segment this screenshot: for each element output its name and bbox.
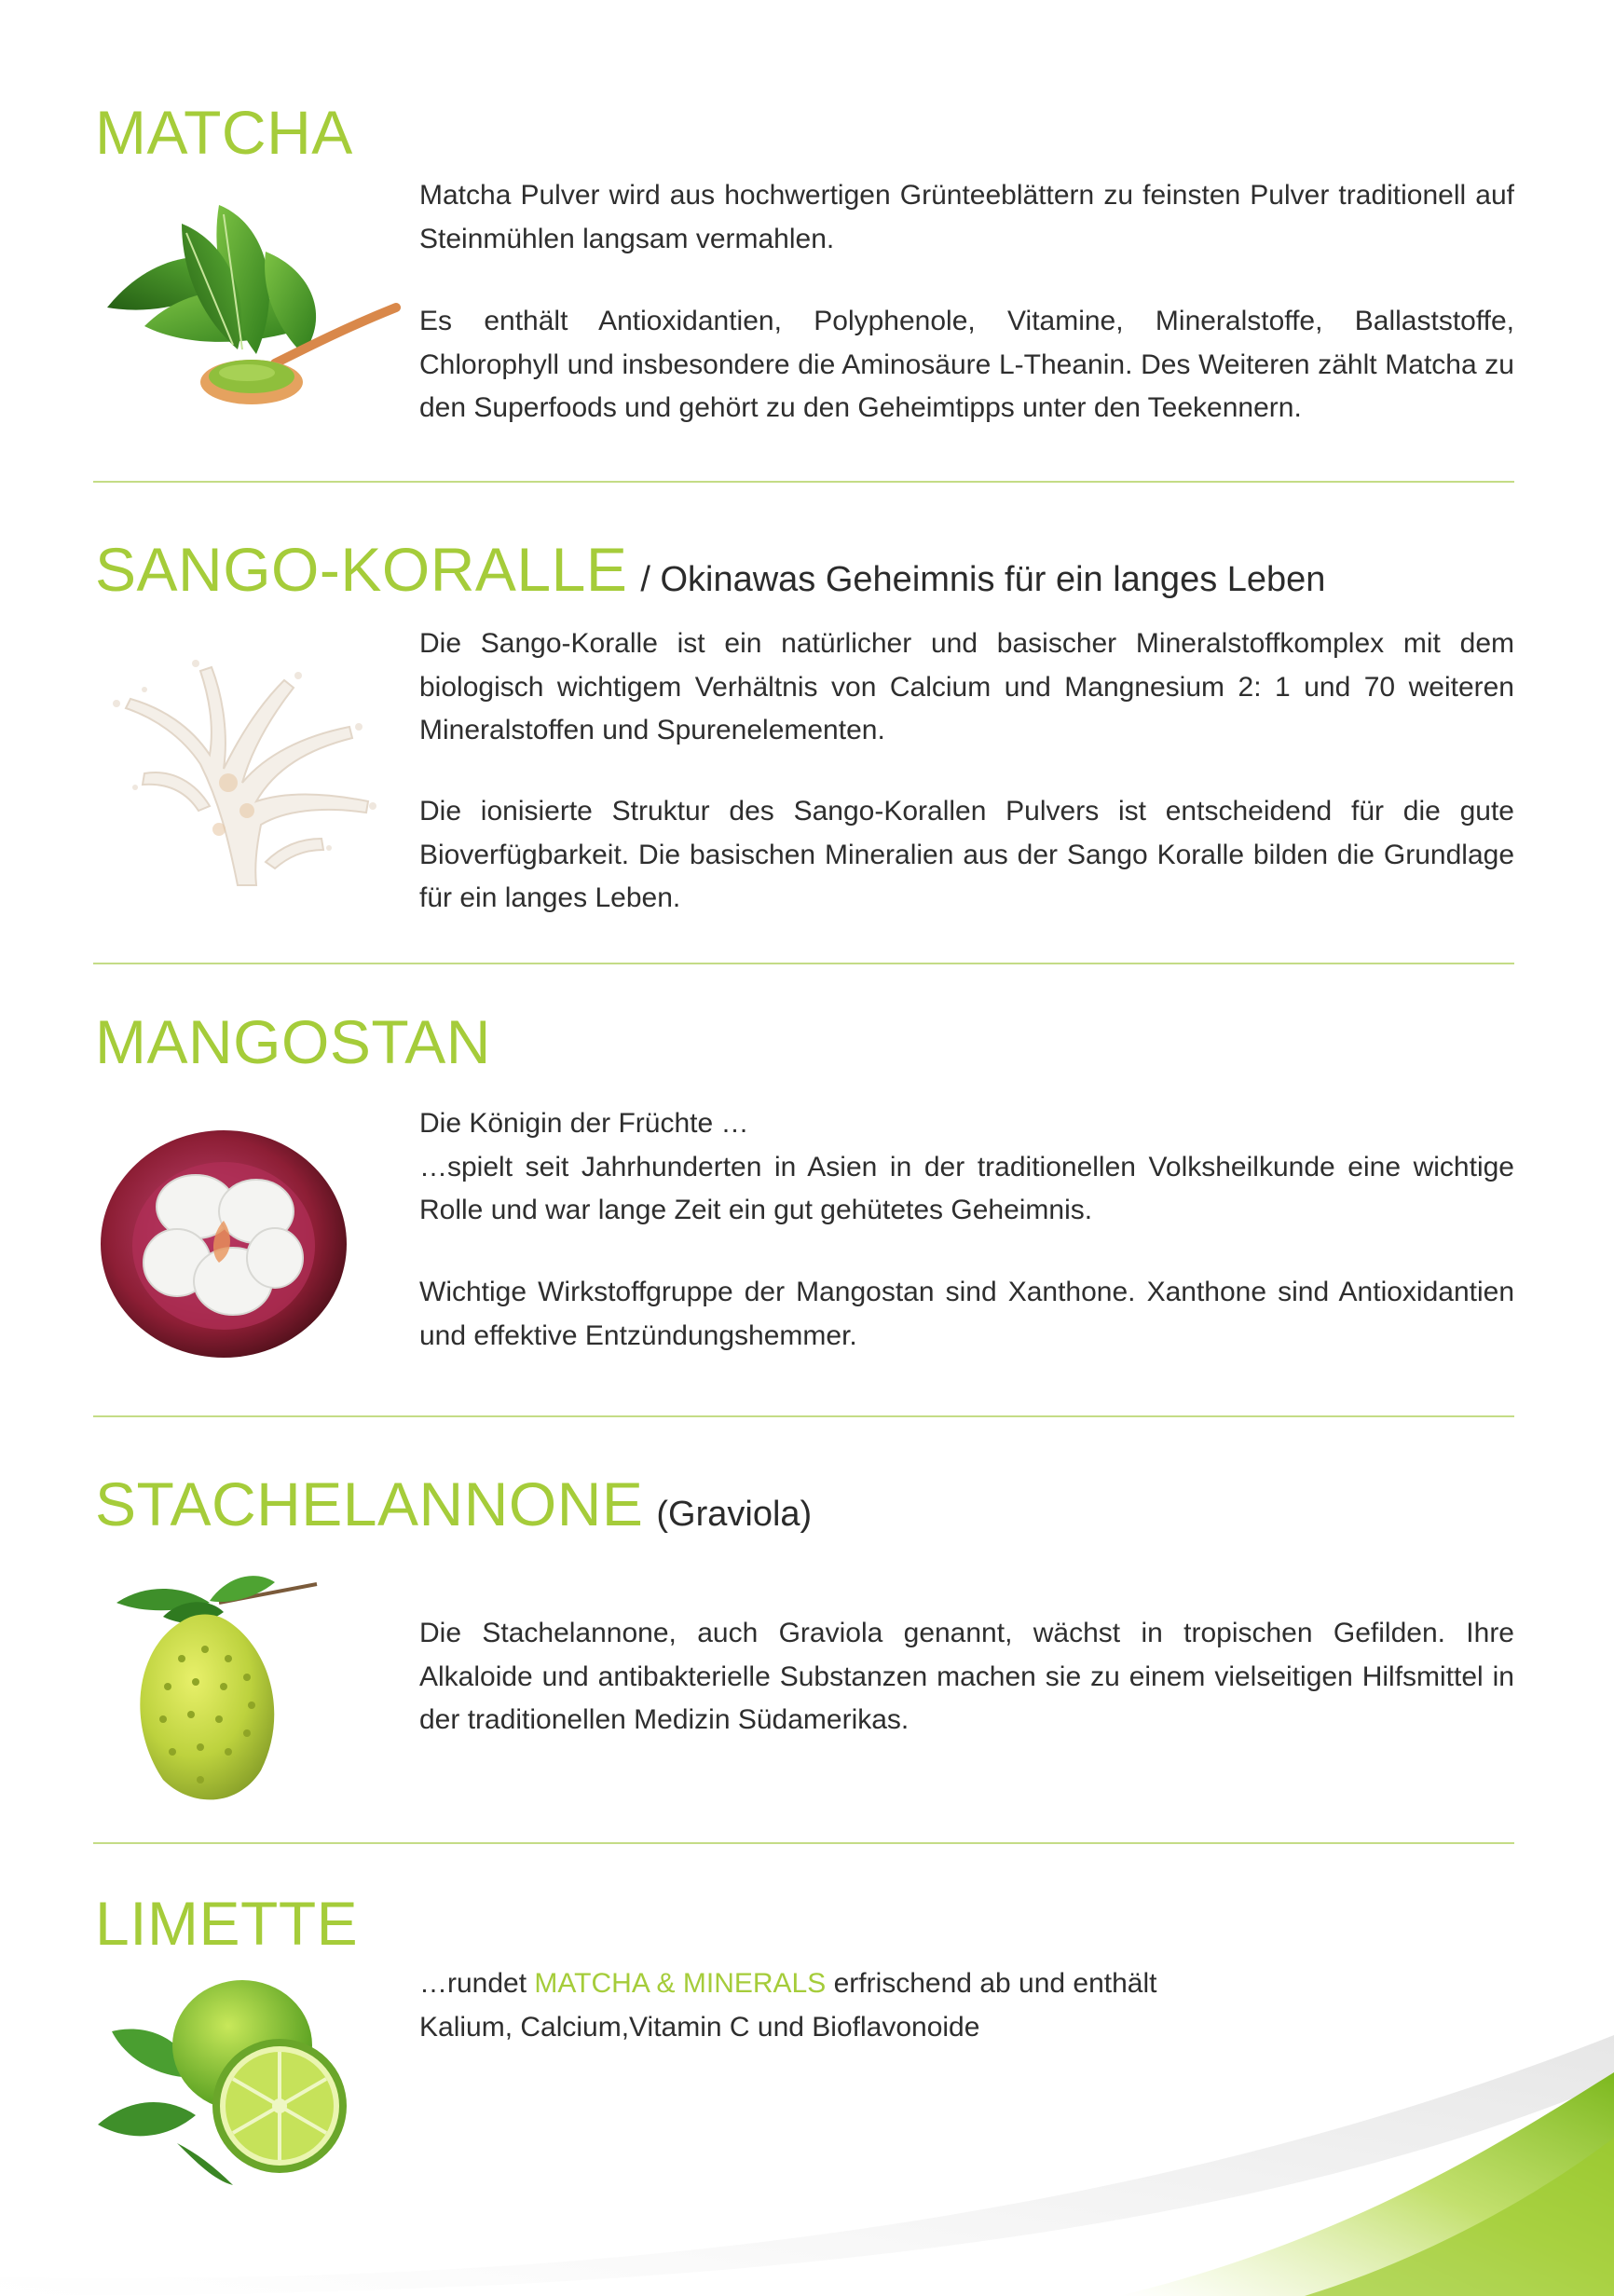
mangostan-paragraph-1-body: …spielt seit Jahrhunderten in Asien in der traditionellen Volksheilkunde eine wichtige Rolle und war lange Zeit ein gut gehütetes Geheimnis. — [419, 1151, 1514, 1225]
heading-stachelannone — [95, 1469, 813, 1538]
divider-3 — [93, 1415, 1514, 1417]
heading-mangostan-title: MANGOSTAN — [95, 1007, 491, 1076]
brand-name-highlight: MATCHA & MINERALS — [534, 1968, 827, 1999]
mangostan-intro-line: Die Königin der Früchte … — [419, 1108, 749, 1139]
heading-stachelannone-subtitle: (Graviola) — [656, 1495, 813, 1534]
heading-sango-title: SANGO-KORALLE — [95, 535, 628, 604]
mangosteen-icon — [93, 1123, 354, 1365]
divider-2 — [93, 963, 1514, 964]
heading-matcha-title: MATCHA — [95, 98, 353, 167]
sango-paragraph-1: Die Sango-Koralle ist ein natürlicher und basischer Mineralstoffkomplex mit dem biologisch wichtigem Verhältnis von Calcium und Mangnesium 2: 1 und 70 weiteren Mineralstoffen und Spurenelementen. — [419, 628, 1514, 745]
stachelannone-paragraph-1: Die Stachelannone, auch Graviola genannt, wächst in tropischen Gefilden. Ihre Alkaloide und antibakterielle Substanzen machen sie zu einem vielseitigen Hilfsmittel in der traditionellen Medizin Südamerikas. — [419, 1618, 1514, 1735]
matcha-paragraph-2: Es enthält Antioxidantien, Polyphenole, Vitamine, Mineralstoffe, Ballaststoffe, Chlorophyll und insbesondere die Aminosäure L-Theanin. Des Weiteren zählt Matcha zu den Superfoods und gehört zu den Geheimtipps unter den Teekennern. — [419, 306, 1514, 423]
heading-stachelannone-title: STACHELANNONE — [95, 1469, 644, 1538]
green-swoosh-decoration — [0, 1895, 1614, 2296]
limette-text-post: erfrischend ab und enthält — [826, 1968, 1157, 1999]
limette-text-pre: …rundet — [419, 1968, 535, 1999]
sango-paragraph-2: Die ionisierte Struktur des Sango-Korallen Pulvers ist entscheidend für die gute Bioverfügbarkeit. Die basischen Mineralien aus der Sango Koralle bilden die Grundlage für ein langes Leben. — [419, 796, 1514, 913]
soursop-icon — [107, 1575, 331, 1808]
heading-mangostan — [95, 1007, 491, 1076]
mangostan-paragraph-2: Wichtige Wirkstoffgruppe der Mangostan sind Xanthone. Xanthone sind Antioxidantien und effektive Entzündungshemmer. — [419, 1277, 1514, 1351]
mangostan-paragraph-1 — [419, 1102, 1514, 1233]
heading-sango-koralle — [95, 535, 1326, 604]
divider-4 — [93, 1842, 1514, 1844]
heading-matcha — [95, 98, 353, 167]
heading-limette-title: LIMETTE — [95, 1889, 359, 1958]
matcha-paragraph-1: Matcha Pulver wird aus hochwertigen Grünteeblättern zu feinsten Pulver traditionell auf Steinmühlen langsam vermahlen. — [419, 180, 1514, 254]
divider-1 — [93, 481, 1514, 483]
limette-ingredients-line: Kalium, Calcium,Vitamin C und Bioflavonoide — [419, 2011, 980, 2043]
white-coral-icon — [89, 652, 396, 895]
heading-sango-subtitle: / Okinawas Geheimnis für ein langes Leben — [640, 560, 1326, 599]
matcha-leaves-spoon-icon — [89, 186, 405, 410]
